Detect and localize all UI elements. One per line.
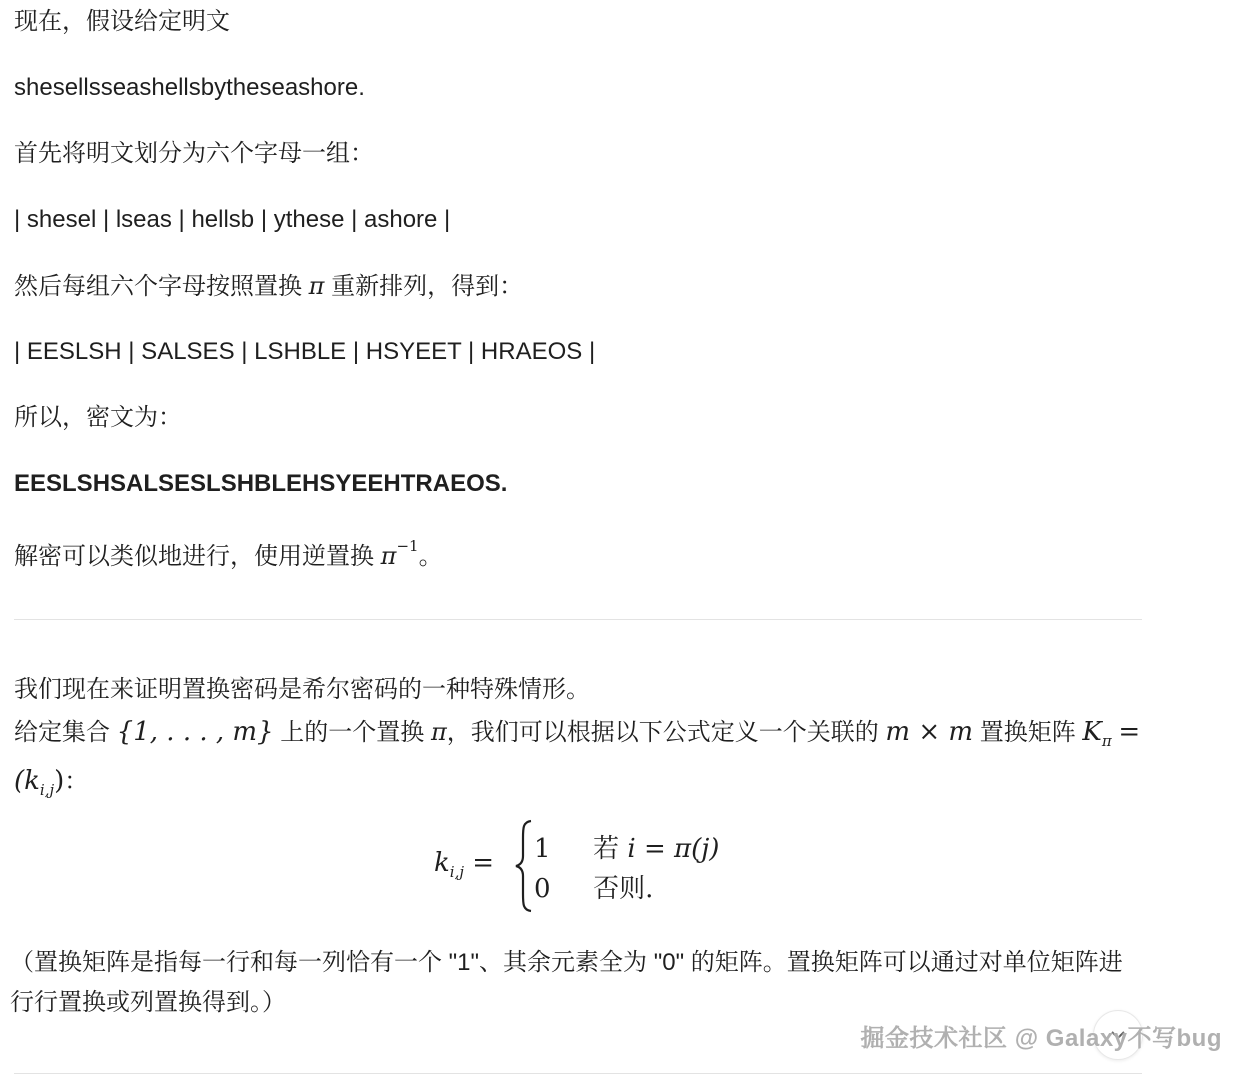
case-two-value: 0 bbox=[534, 874, 551, 904]
case-two-condition-text: 否则. bbox=[593, 874, 654, 904]
matrix-symbol: K bbox=[1082, 717, 1102, 747]
def-text-c: ，我们可以根据以下公式定义一个关联的 bbox=[446, 719, 879, 746]
lhs-symbol: k bbox=[434, 848, 450, 878]
def-text-d: 置换矩阵 bbox=[979, 719, 1076, 746]
paragraph-split-intro: 首先将明文划分为六个字母一组： bbox=[14, 140, 374, 167]
decrypt-text-b: 。 bbox=[418, 543, 443, 570]
case-one-condition-text: 若 bbox=[593, 834, 620, 864]
divider bbox=[14, 619, 1142, 620]
pi-symbol: π bbox=[308, 272, 325, 300]
lhs-subscript: i,j bbox=[449, 863, 464, 882]
paragraph-permute bbox=[14, 266, 523, 307]
case-one bbox=[534, 828, 719, 865]
permute-text-b: 重新排列，得到： bbox=[331, 273, 524, 300]
divider bbox=[14, 1073, 1142, 1074]
equation-lhs bbox=[434, 848, 494, 881]
def-text-a: 给定集合 bbox=[14, 719, 110, 746]
def-text-b: 上的一个置换 bbox=[280, 719, 425, 746]
case-one-value: 1 bbox=[534, 834, 551, 864]
left-brace-icon bbox=[514, 818, 534, 914]
case-one-condition-math: i = π(j) bbox=[627, 834, 720, 864]
lhs-equals: = bbox=[472, 848, 495, 878]
decrypt-text-a: 解密可以类似地进行，使用逆置换 bbox=[14, 543, 374, 570]
case-two bbox=[534, 868, 653, 905]
pi-symbol: π bbox=[430, 718, 447, 746]
permutation-matrix-definition bbox=[14, 712, 1144, 810]
pi-symbol: π bbox=[380, 542, 397, 570]
matrix-entry-subscript: i,j bbox=[39, 780, 55, 799]
paragraph-cipher-intro: 所以，密文为： bbox=[14, 404, 182, 431]
matrix-entry-close: ) bbox=[54, 765, 65, 796]
equals-sign: = bbox=[1118, 717, 1141, 747]
paragraph-decrypt bbox=[14, 530, 443, 577]
matrix-subscript: π bbox=[1101, 731, 1112, 750]
ciphertext-groups: | EESLSH | SALSES | LSHBLE | HSYEET | HRAEOS | bbox=[14, 338, 596, 365]
set-notation: {1, . . . , m} bbox=[116, 717, 274, 747]
inverse-exponent: −1 bbox=[396, 537, 419, 555]
piecewise-equation bbox=[434, 818, 754, 918]
permute-text-a: 然后每组六个字母按照置换 bbox=[14, 273, 302, 300]
def-end: ： bbox=[64, 767, 89, 795]
matrix-size: m × m bbox=[885, 717, 974, 747]
plaintext: shesellsseashellsbytheseashore. bbox=[14, 74, 365, 101]
ciphertext: EESLSHSALSESLSHBLEHSYEEHTRAEOS. bbox=[14, 470, 508, 497]
note-paragraph: （置换矩阵是指每一行和每一列恰有一个 "1"、其余元素全为 "0" 的矩阵。置换矩阵可以通过对单位矩阵进行行置换或列置换得到。） bbox=[10, 949, 1123, 1016]
matrix-entry-open: (k bbox=[14, 765, 40, 796]
watermark: 掘金技术社区 @ Galaxy不写bug bbox=[860, 1025, 1222, 1052]
paragraph-plaintext-intro: 现在，假设给定明文 bbox=[14, 8, 230, 35]
plaintext-groups: | shesel | lseas | hellsb | ythese | ashore | bbox=[14, 206, 451, 233]
section-intro: 我们现在来证明置换密码是希尔密码的一种特殊情形。 bbox=[14, 676, 590, 703]
